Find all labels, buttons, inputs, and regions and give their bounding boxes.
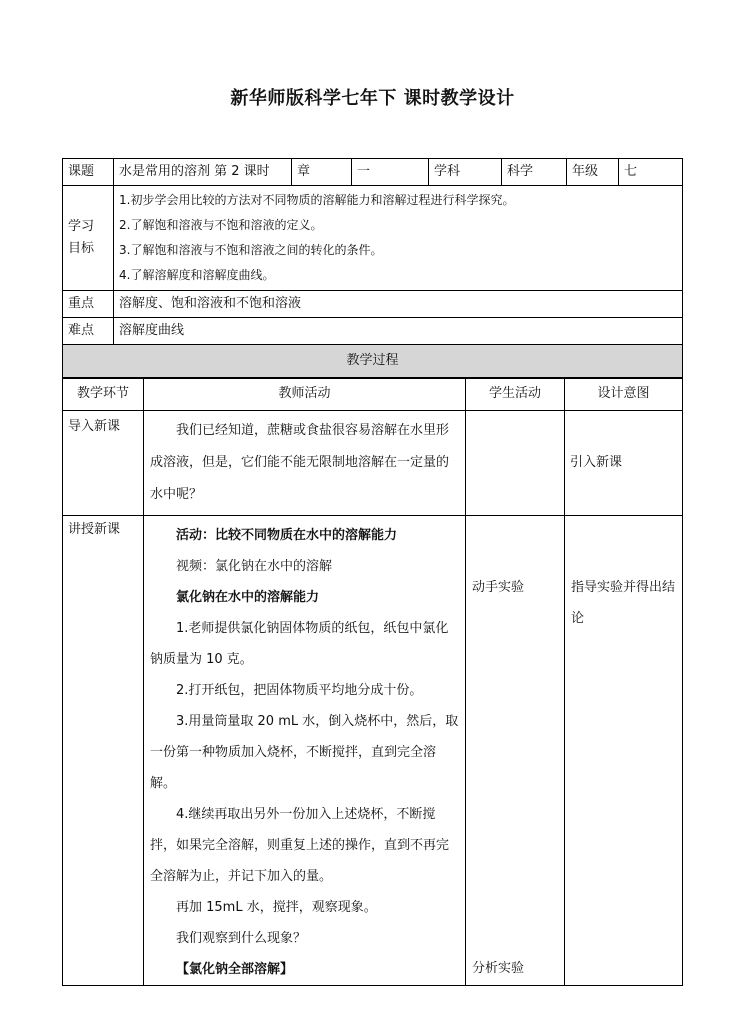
goal-item: 4.了解溶解度和溶解度曲线。: [119, 268, 275, 282]
teacher-paragraph: 视频：氯化钠在水中的溶解: [176, 559, 333, 574]
grade-value: 七: [619, 159, 683, 186]
teacher-paragraph: 活动：比较不同物质在水中的溶解能力: [176, 528, 398, 543]
column-header-teacher: 教师活动: [144, 379, 466, 411]
lesson-plan-table: [62, 158, 683, 378]
goals-label: 学习 目标: [63, 186, 114, 291]
difficulty-row: [63, 318, 683, 345]
key-point-value: 溶解度、饱和溶液和不饱和溶液: [114, 291, 683, 318]
teacher-paragraph: 1.老师提供氯化钠固体物质的纸包，纸包中氯化钠质量为 10 克。: [150, 621, 449, 667]
teacher-paragraph: 2.打开纸包，把固体物质平均地分成十份。: [176, 683, 423, 698]
teacher-paragraph: 氯化钠在水中的溶解能力: [176, 590, 320, 605]
page-title: 新华师版科学七年下 课时教学设计: [230, 88, 515, 109]
column-header-student: 学生活动: [466, 379, 565, 411]
teacher-paragraph: 再加 15mL 水，搅拌，观察现象。: [176, 900, 377, 915]
intro-student: [466, 411, 565, 516]
main-teacher: [144, 516, 466, 986]
main-stage: 讲授新课: [63, 516, 144, 986]
info-row: [63, 159, 683, 186]
chapter-label: 章: [292, 159, 352, 186]
key-point-label: 重点: [63, 291, 114, 318]
teacher-paragraph: 4.继续再取出另外一份加入上述烧杯，不断搅拌，如果完全溶解，则重复上述的操作，直到不再完全溶解为止，并记下加入的量。: [150, 807, 450, 884]
process-header: 教学过程: [63, 345, 683, 378]
subject-value: 科学: [502, 159, 567, 186]
intro-stage: 导入新课: [63, 411, 144, 516]
key-point-row: [63, 291, 683, 318]
intro-teacher: 我们已经知道，蔗糖或食盐很容易溶解在水里形成溶液，但是，它们能不能无限制地溶解在一定量的水中呢？: [144, 411, 466, 516]
student-activity-2: 分析实验: [472, 961, 525, 976]
goal-item: 3.了解饱和溶液与不饱和溶液之间的转化的条件。: [119, 243, 383, 257]
main-student: [466, 516, 565, 986]
goals-row: [63, 186, 683, 291]
difficulty-label: 难点: [63, 318, 114, 345]
teacher-paragraph: 【氯化钠全部溶解】: [176, 962, 294, 977]
teacher-paragraph: 我们观察到什么现象？: [176, 931, 307, 946]
main-row: [63, 516, 683, 986]
column-header-intent: 设计意图: [565, 379, 683, 411]
process-table: [62, 378, 683, 986]
teacher-paragraph: 3.用量筒量取 20 mL 水，倒入烧杯中，然后，取一份第一种物质加入烧杯，不断搅拌，直到完全溶解。: [150, 714, 459, 791]
difficulty-value: 溶解度曲线: [114, 318, 683, 345]
subject-label: 学科: [429, 159, 502, 186]
topic-label: 课题: [63, 159, 114, 186]
process-header-row: [63, 345, 683, 378]
goals-list: [114, 186, 683, 291]
column-header-row: [63, 379, 683, 411]
intro-row: [63, 411, 683, 516]
intro-intent: 引入新课: [565, 411, 683, 516]
goal-item: 2.了解饱和溶液与不饱和溶液的定义。: [119, 218, 323, 232]
student-activity-1: 动手实验: [472, 580, 525, 595]
main-intent: 指导实验并得出结论: [565, 516, 683, 986]
goal-item: 1.初步学会用比较的方法对不同物质的溶解能力和溶解过程进行科学探究。: [119, 193, 515, 207]
grade-label: 年级: [567, 159, 619, 186]
column-header-stage: 教学环节: [63, 379, 144, 411]
chapter-value: 一: [352, 159, 429, 186]
topic-value: 水是常用的溶剂 第 2 课时: [114, 159, 292, 186]
